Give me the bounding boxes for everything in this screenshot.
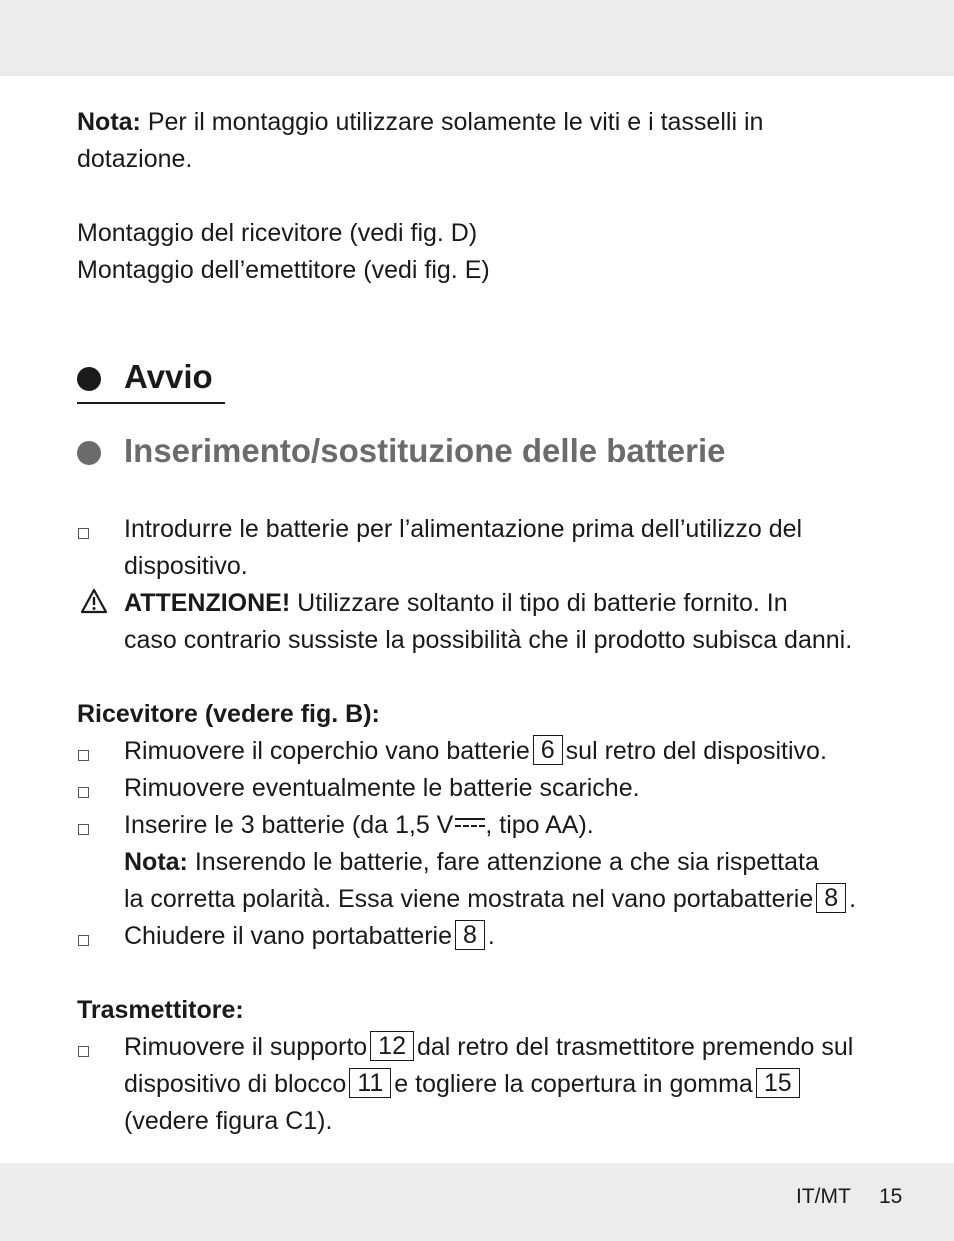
reference-number-box: 8 (455, 920, 485, 950)
mount-transmitter-text: Montaggio dell’emettitore (vedi fig. E) (77, 256, 490, 284)
page-number: 15 (879, 1185, 903, 1208)
receiver-step-3 (124, 807, 594, 844)
receiver-step-1-text-a: Rimuovere il coperchio vano batterie (124, 737, 530, 765)
transmitter-line-3: (vedere figura C1). (124, 1107, 333, 1135)
warning-text-1: Utilizzare soltanto il tipo di batterie fornito. In (297, 589, 788, 617)
receiver-note-line-1 (124, 844, 819, 881)
receiver-step-4-end: . (487, 922, 495, 950)
transmitter-line-1 (124, 1029, 853, 1066)
square-bullet-icon (78, 824, 89, 835)
receiver-step-3-text-a: Inserire le 3 batterie (da 1,5 V (124, 811, 454, 839)
transmitter-text-1b: dal retro del trasmettitore premendo sul (416, 1033, 854, 1061)
warning-line-1 (124, 585, 788, 622)
note-label: Nota: (77, 108, 141, 136)
mount-receiver-text: Montaggio del ricevitore (vedi fig. D) (77, 219, 478, 247)
reference-number-box: 6 (533, 735, 563, 765)
receiver-step-4-text: Chiudere il vano portabatterie (124, 922, 452, 950)
reference-number-box: 12 (370, 1031, 414, 1061)
reference-number-box: 11 (349, 1068, 391, 1098)
transmitter-line-2 (124, 1066, 803, 1103)
warning-triangle-icon (80, 588, 108, 614)
heading-underline (77, 402, 225, 404)
square-bullet-icon (78, 935, 89, 946)
transmitter-text-1a: Rimuovere il supporto (124, 1033, 368, 1061)
subheading-bullet-icon (77, 441, 101, 465)
heading-bullet-icon (77, 367, 101, 391)
transmitter-heading: Trasmettitore: (77, 996, 244, 1024)
note-line-1 (77, 104, 763, 141)
top-band (0, 0, 954, 76)
section-heading-batteries: Inserimento/sostituzione delle batterie (124, 432, 726, 469)
receiver-step-4 (124, 918, 495, 955)
receiver-note-line-2 (124, 881, 856, 918)
receiver-note-end: . (849, 885, 857, 913)
receiver-step-3-text-b: , tipo AA). (485, 811, 594, 839)
note-text-1: Per il montaggio utilizzare solamente le viti e i tasselli in (147, 108, 764, 136)
receiver-heading: Ricevitore (vedere fig. B): (77, 700, 380, 728)
receiver-step-2: Rimuovere eventualmente le batterie scariche. (124, 774, 640, 802)
square-bullet-icon (78, 1046, 89, 1057)
receiver-step-1 (124, 733, 827, 770)
note-line-2: dotazione. (77, 145, 193, 173)
transmitter-text-2a: dispositivo di blocco (124, 1070, 347, 1098)
square-bullet-icon (78, 528, 89, 539)
reference-number-box: 15 (756, 1068, 800, 1098)
intro-line-2: dispositivo. (124, 552, 248, 580)
square-bullet-icon (78, 750, 89, 761)
receiver-note-label: Nota: (124, 848, 188, 876)
transmitter-text-2b: e togliere la copertura in gomma (394, 1070, 753, 1098)
footer-language: IT/MT (796, 1185, 851, 1208)
dc-current-symbol-icon (455, 818, 485, 830)
receiver-note-text-2: la corretta polarità. Essa viene mostrata nel vano portabatterie (124, 885, 814, 913)
intro-line-1: Introdurre le batterie per l’alimentazione prima dell’utilizzo del (124, 515, 803, 543)
warning-line-2: caso contrario sussiste la possibilità che il prodotto subisca danni. (124, 626, 853, 654)
square-bullet-icon (78, 787, 89, 798)
reference-number-box: 8 (816, 883, 846, 913)
section-heading-avvio: Avvio (124, 358, 213, 395)
receiver-step-1-text-b: sul retro del dispositivo. (565, 737, 827, 765)
warning-label: ATTENZIONE! (124, 589, 291, 617)
receiver-note-text-1: Inserendo le batterie, fare attenzione a che sia rispettata (194, 848, 819, 876)
